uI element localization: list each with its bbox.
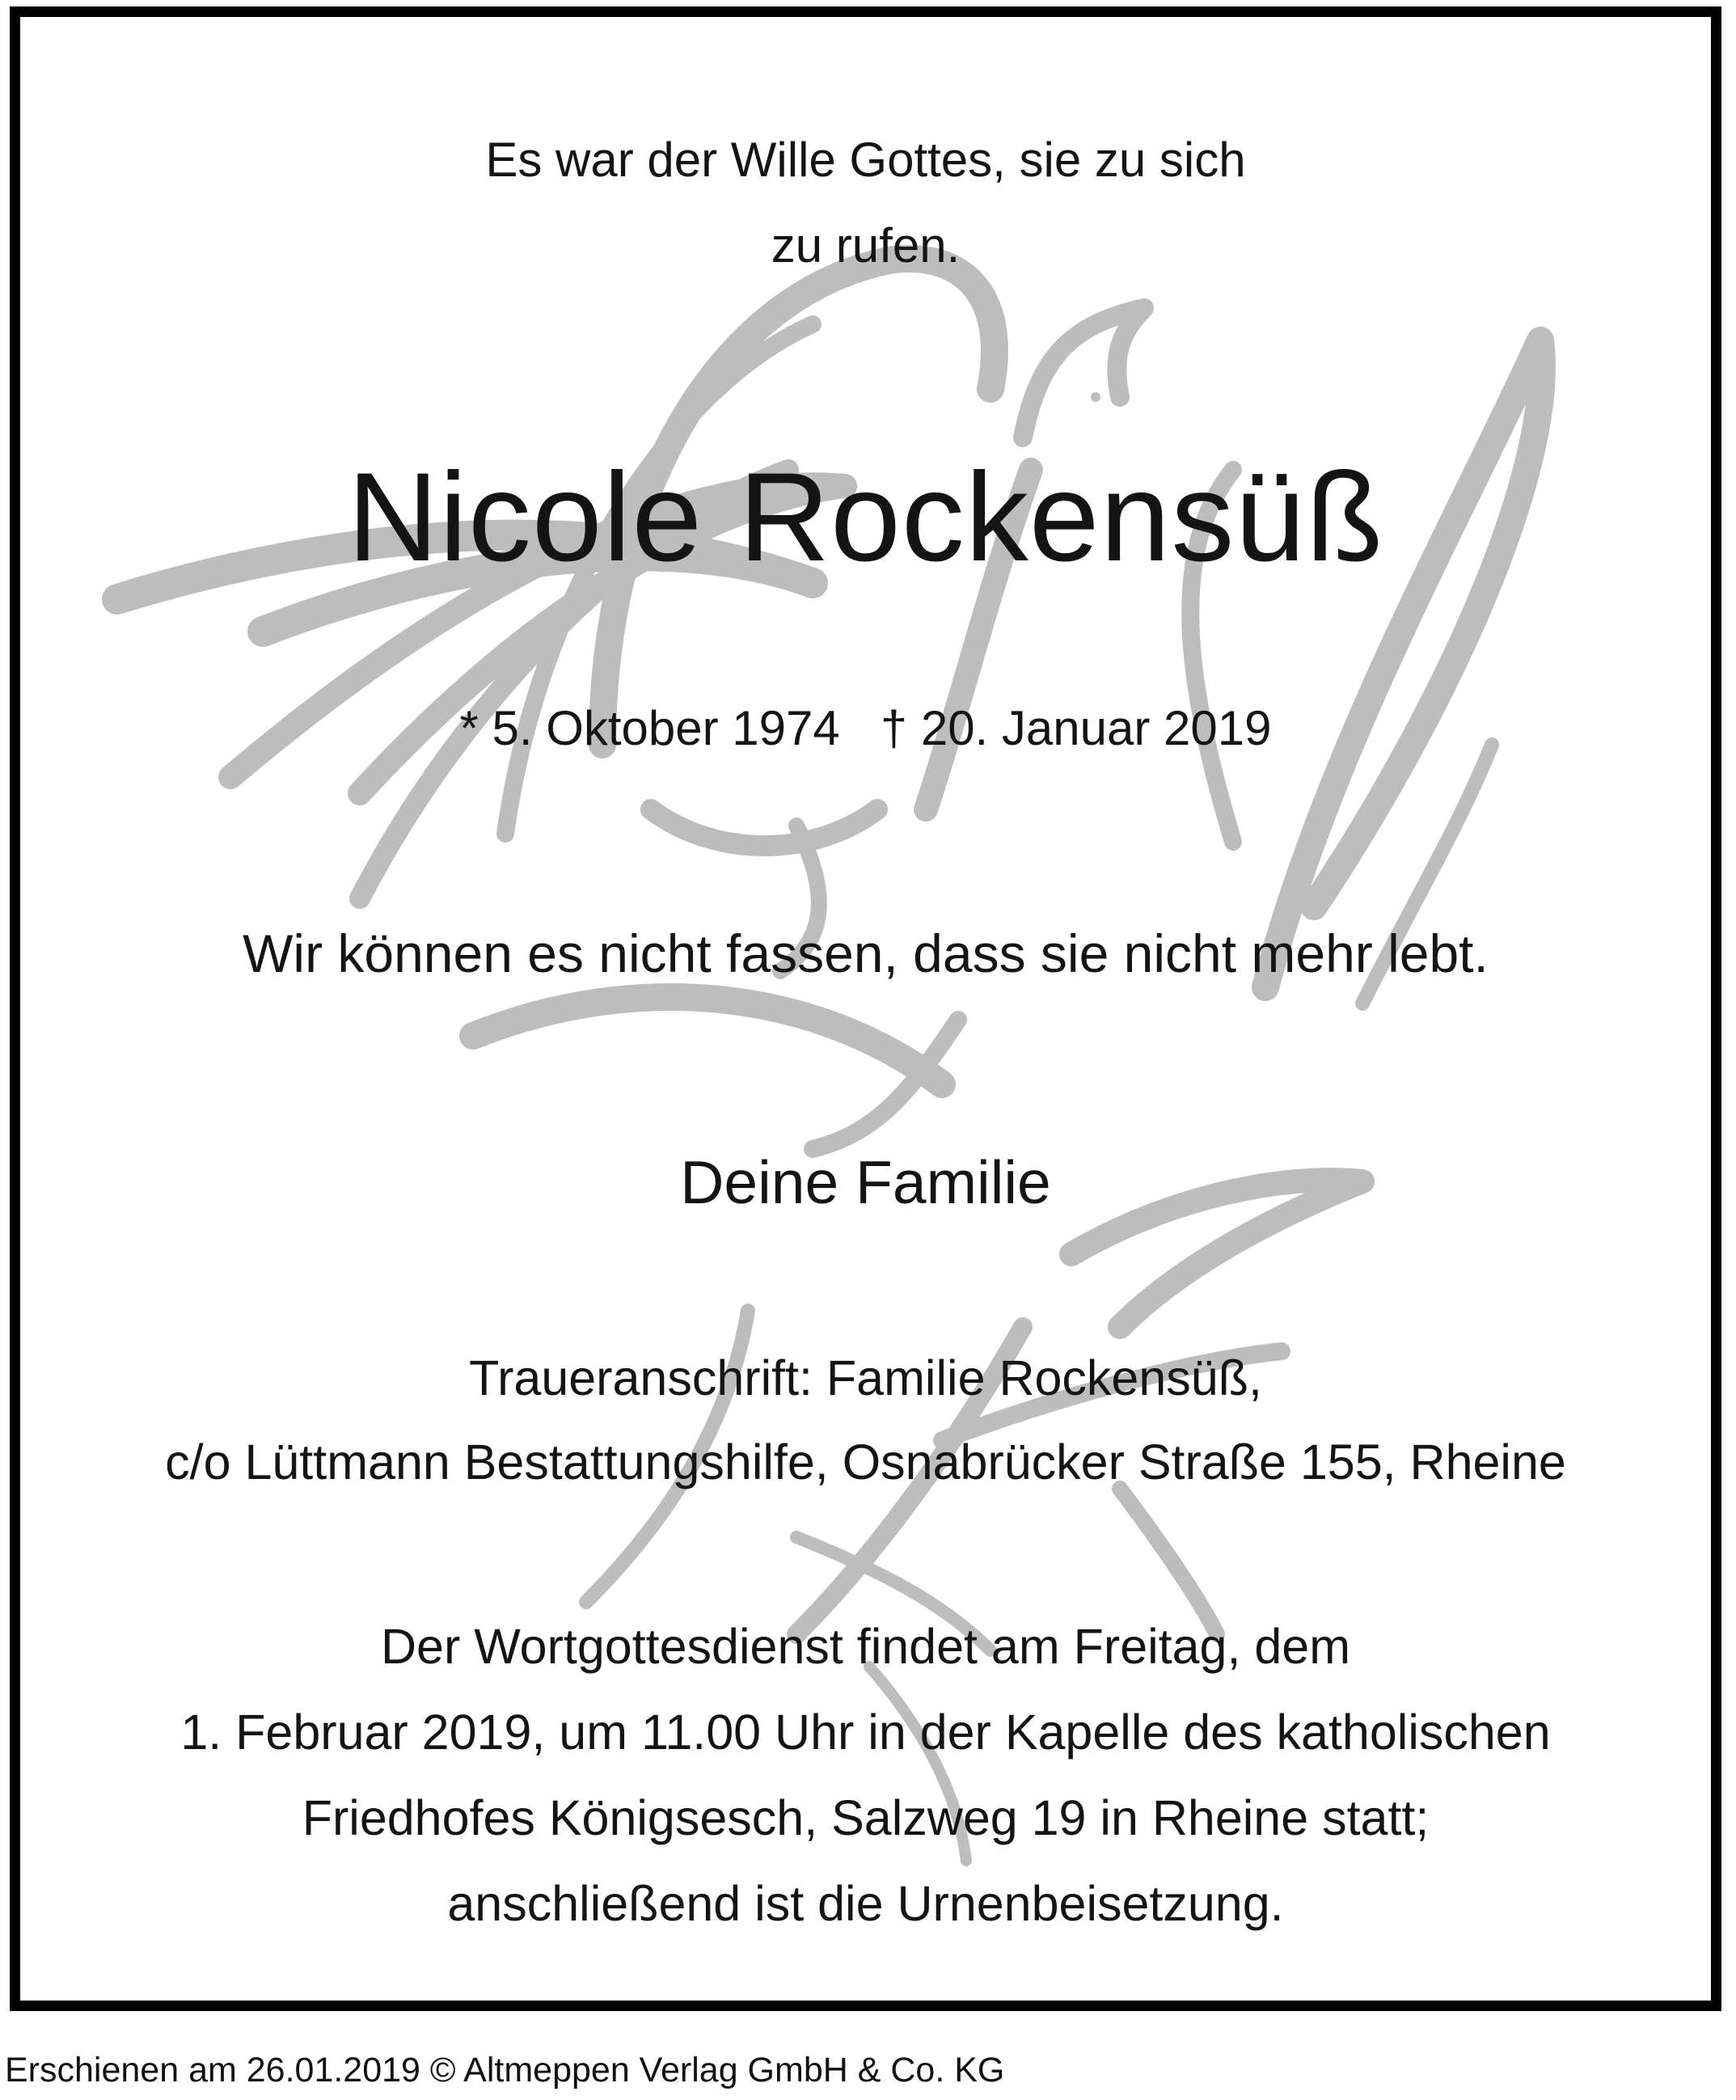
address-line-2: c/o Lüttmann Bestattungshilfe, Osnabrücker Straße 155, Rheine [165,1435,1566,1489]
address-line-1: Traueranschrift: Familie Rockensüß, [469,1350,1262,1405]
life-dates: * 5. Oktober 1974 † 20. Januar 2019 [459,701,1272,755]
service-line-2: 1. Februar 2019, um 11.00 Uhr in der Kapelle des katholischen [180,1705,1551,1760]
quote-line-2: zu rufen. [771,218,961,273]
deceased-name: Nicole Rockensüß [347,447,1384,588]
obituary-notice [10,6,1721,2011]
service-line-1: Der Wortgottesdienst findet am Freitag, dem [380,1619,1351,1674]
family-signature: Deine Familie [680,1148,1051,1216]
publication-footer: Erschienen am 26.01.2019 © Altmeppen Verlag GmbH & Co. KG [5,2051,1005,2089]
lament-text: Wir können es nicht fassen, dass sie nicht mehr lebt. [243,923,1489,983]
service-line-3: Friedhofes Königsesch, Salzweg 19 in Rheine statt; [302,1790,1430,1845]
quote-line-1: Es war der Wille Gottes, sie zu sich [485,133,1246,187]
service-line-4: anschließend ist die Urnenbeisetzung. [447,1876,1284,1931]
